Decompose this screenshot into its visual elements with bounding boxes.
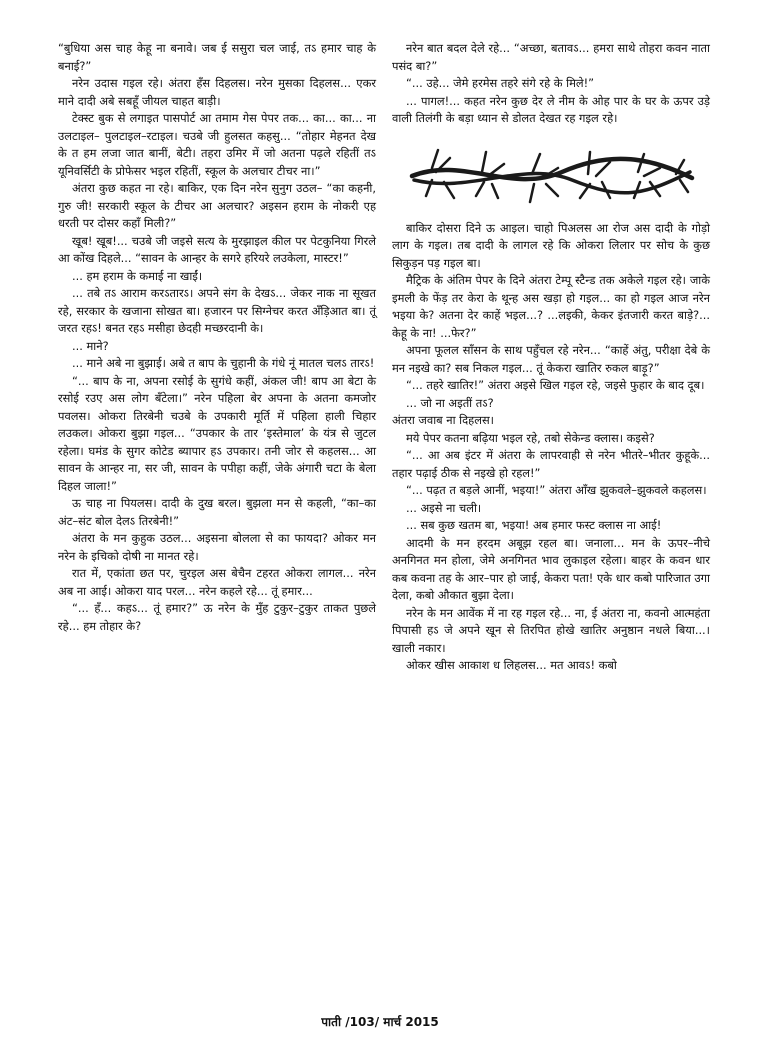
paragraph: “... बाप के ना, अपना रसोई के सुगंधे कहीं, अंकल जी! बाप आ बेटा के रसोई रउए अस लोग बँटेला।” नरेन पहिला बेर अपना के अतना कमजोर पवलस। ओकरा तिरबेनी चउबे के उपकारी मूर्ति में पहिला हाली चिहार लउकल। ओकरा बुझा गइल... “उपकार के तार ‘इस्तेमाल’ के यंत्र से जुटल रहेला। घमंड के सुगर कोटेड ब्यापार हऽ उपकार। तनी जोर से कहलस... आ सावन के आन्हर ना, सर जी, सावन के पपीहा कहीं, जेके अंगारी चटा के बेला दिहल जाला!” (58, 373, 376, 493)
paragraph: ... हम हराम के कमाई ना खाईं। (72, 268, 203, 283)
paragraph: “... हँ... कहऽ... तूं हमार?” ऊ नरेन के मुँह टुकुर–टुकुर ताकत पुछले रहे... हम तोहार के? (58, 601, 376, 633)
paragraph: अंतरा के मन कुहुक उठल... अइसना बोलला से का फायदा? ओकर मन नरेन के इचिको दोषी ना मानत रहे। (58, 531, 376, 563)
paragraph: “... पढ़त त बड़ले आनीं, भइया!” अंतरा आँख झुकवले–झुकवले कहलस। (406, 483, 707, 497)
paragraph: ओकर खीस आकाश ध लिहलस... मत आवऽ! कबो (406, 658, 617, 672)
paragraph: नरेन के मन आवेंक में ना रह गइल रहे... ना, ई अंतरा ना, कवनो आत्महंता पिपासी हऽ जे अपने खून से तिरपित होखे खातिर अनुष्ठान नधले बिया...। खाली नकार। (392, 605, 710, 655)
paragraph: ... माने? (72, 338, 109, 353)
paragraph: ... सब कुछ खतम बा, भइया! अब हमार फस्ट क्लास ना आई! (406, 518, 662, 532)
paragraph: नरेन बात बदल देले रहे... “अच्छा, बतावऽ... हमरा साथे तोहरा कवन नाता पसंद बा?” (392, 41, 710, 73)
paragraph: मैट्रिक के अंतिम पेपर के दिने अंतरा टेम्पू स्टैन्ड तक अकेले गइल रहे। जाके इमली के फेंड़ तर केरा के थून्ह अस खड़ा हो गइल... का हो गइल आज नरेन भइया के? अतना देर काहें भइल...? ...लइकी, केकर इंतजारी करत बाड़े?... केहू के ना! ...फेर?” (392, 273, 710, 340)
paragraph: अपना फूलल साँसन के साथ पहुँचल रहे नरेन... “काहें अंतु, परीक्षा देबे के मन नइखे का? सब निकल गइल... तूं केकरा खातिर रुकल बाड़ू?” (392, 343, 710, 375)
paragraph: “... तहरे खातिर!” अंतरा अइसे खिल गइल रहे, जइसे फुहार के बाद दूब। (406, 378, 705, 392)
paragraph: ... जो ना अइतीं तऽ? (406, 395, 494, 410)
paragraph: खूब! खूब!... चउबे जी जइसे सत्य के मुरझाइल कील पर पेटकुनिया गिरले आ कोंख दिहले... “सावन के आन्हर के सगरे हरियरे लउकेला, मास्टर!” (58, 233, 376, 265)
paragraph: ... अइसे ना चली। (406, 500, 482, 515)
barbed-wire-ornament-icon (392, 136, 710, 210)
paragraph: ... माने अबे ना बुझाई। अबे त बाप के चुहानी के गंधे नूं मातल चलऽ तारऽ! (72, 356, 375, 370)
paragraph: अंतरा जवाब ना दिहलस। (392, 413, 494, 427)
paragraph: रात में, एकांता छत पर, चुरइल अस बेचैन टहरत ओकरा लागल... नरेन अब ना आई। ओकरा याद परल... नरेन कहले रहे... तूं हमार... (58, 566, 376, 598)
right-column-bottom (392, 220, 710, 675)
paragraph: आदमी के मन हरदम अबूझ रहल बा। जनाला... मन के ऊपर–नीचे अनगिनत मन होला, जेमे अनगिनत भाव लुकाइल रहेला। बाहर के कवन धार कब कवना तह के आर–पार हो जाई, केकरा पता! एके धार कबो पारिजात उगा देला, कबो औकात बुझा देला। (392, 535, 710, 602)
paragraph: अंतरा कुछ कहत ना रहे। बाकिर, एक दिन नरेन सुनुग उठल– “का कहनी, गुरु जी! सरकारी स्कूल के टीचर आ अलचार? अइसन हराम के नोकरी एह धरती पर दोसर कहाँ मिली?” (58, 181, 376, 230)
paragraph: “... उहे... जेमे हरमेस तहरे संगे रहे के मिले!” (406, 76, 595, 90)
right-column (392, 40, 710, 675)
right-column-top (392, 40, 710, 128)
paragraph: ... पागल!... कहत नरेन कुछ देर ले नीम के ओह पार के घर के ऊपर उड़े वाली तिलंगी के बड़ा ध्यान से डोलत देखत रह गइल रहे। (392, 93, 710, 125)
paragraph: “... आ अब इंटर में अंतरा के लापरवाही से नरेन भीतरे–भीतर कुहूके... तहार पढ़ाई ठीक से नइखे हो रहल!” (392, 448, 710, 480)
paragraph: टेक्स्ट बुक से लगाइत पासपोर्ट आ तमाम गेस पेपर तक... का... का... ना उलटाइल– पुलटाइल–रटाइल। चउबे जी हुलसत कहसु... “तोहार मेहनत देख के त हम लजा जात बानीं, बेटी। तहरा उमिर में जो अतना पढ़ले रहितीं तऽ यूनिवर्सिटी के प्रोफेसर भइल रहितीं, स्कूल के अलचार टीचर ना।” (58, 111, 376, 178)
paragraph: “बुधिया अस चाह केहू ना बनावे। जब ई ससुरा चल जाई, तऽ हमार चाह के बनाई?” (58, 41, 376, 73)
paragraph: ... तबे तऽ आराम करऽतारऽ। अपने संग के देखऽ... जेकर नाक ना सूखत रहे, सरकार के खजाना सोखत बा। हजारन पर सिग्नेचर करत अँड़िआत बा। तूं जरत रहऽ! बनत रहऽ मसीहा छेदही मच्छरदानी के। (58, 286, 376, 335)
paragraph: नरेन उदास गइल रहे। अंतरा हँस दिहलस। नरेन मुसका दिहलस... एकर माने दादी अबे सबहूँ जीयल चाहत बाड़ी। (58, 76, 376, 108)
paragraph: मये पेपर कतना बढ़िया भइल रहे, तबो सेकेन्ड क्लास। कइसे? (406, 430, 655, 445)
paragraph: ऊ चाह ना पियलस। दादी के दुख बरल। बुझला मन से कहली, “का–का अंट–संट बोल देलऽ तिरबेनी!” (58, 496, 376, 528)
page-footer: पाती /103/ मार्च 2015 (321, 1015, 439, 1029)
left-column (58, 40, 376, 635)
paragraph: बाकिर दोसरा दिने ऊ आइल। चाहो पिअलस आ रोज अस दादी के गोड़ो लाग के गइल। तब दादी के लागल रहे कि ओकरा लिलार पर सोच के कुछ सिकुड़न पड़ गइल बा। (392, 220, 710, 270)
